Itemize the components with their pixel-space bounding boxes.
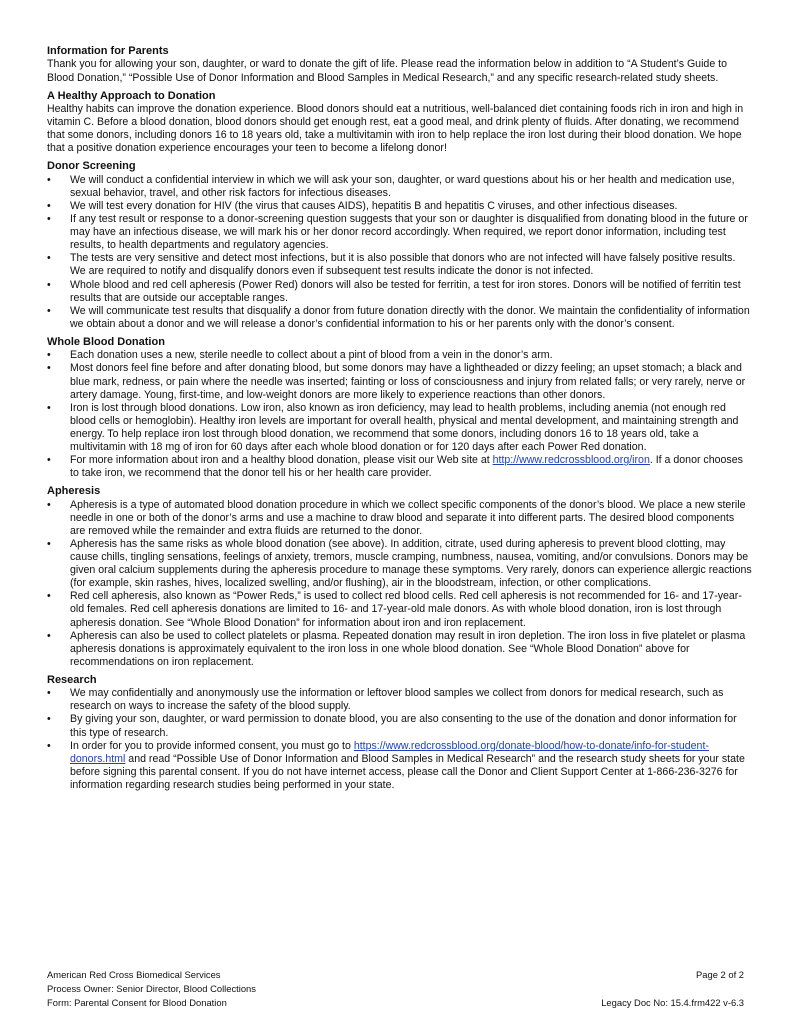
list-item: • Each donation uses a new, sterile needle to collect about a pint of blood from a vein in the donor’s arm. (47, 349, 553, 362)
list-item: • Iron is lost through blood donations. Low iron, also known as iron deficiency, may lead to health problems, including anemia (not enough red blood cells or hemoglobin). Healthy iron levels are important for overall health, physical and mental development, and maintaining strength and energy. To help replace iron lost through blood donation, we recommend that some donors, including donors 16 to 18 years old, take a multivitamin with 18 mg of iron for 60 days after each whole blood donation or for 120 days after each Power Red donation. (47, 401, 739, 453)
list-item: • Red cell apheresis, also known as “Power Reds,” is used to collect red blood cells. Red cell apheresis is not recommended for 16- and 17-year-old females. Red cell apheresis donations are limited to 16- and 17-year-old male donors. As with whole blood donation, iron is lost through apheresis donation. See “Whole Blood Donation” for information about iron and iron replacement. (47, 590, 742, 629)
list-item: • If any test result or response to a donor-screening question suggests that your son or daughter is disqualified from donating blood in the future or may have an infectious disease, we will mark his or her donor record accordingly. When required, we report donor information, including test results, to health departments and regulatory agencies. (47, 213, 748, 252)
list-item: • For more information about iron and a healthy blood donation, please visit our Web site at http://www.redcrossblood.org/iron. If a donor chooses to take iron, we recommend that the donor tell his or her health care provider. (47, 454, 743, 480)
bullet-icon: • (47, 304, 51, 317)
bullet-icon: • (47, 498, 51, 511)
section-heading: A Healthy Approach to Donation (47, 89, 216, 102)
paragraph: Healthy habits can improve the donation experience. Blood donors should eat a nutritious, well-balanced diet containing foods rich in iron and high in vitamin C. Before a blood donation, blood donors should get enough rest, eat a good meal, and drink plenty of fluids. After donating, we recommend that some donors, including donors 16 to 18 years old, take a multivitamin with iron to help replace the iron lost during their blood donation. We hope that a positive donation experience encourages your teen to become a lifelong donor! (47, 103, 744, 155)
bullet-icon: • (47, 173, 51, 186)
list-item: • Apheresis has the same risks as whole blood donation (see above). In addition, citrate, used during apheresis to prevent blood clotting, may cause chills, tingling sensations, feelings of anxiety, tremors, muscle cramping, numbness, nausea, vomiting, and/or convulsions. Donors may be given oral calcium supplements during the apheresis procedure to manage these symptoms. Very rarely, donors can experience allergic reactions (for example, skin rashes, hives, localized swelling, and/or flushing), air in the bloodstream, infection, or other complications. (47, 537, 752, 590)
bullet-icon: • (47, 739, 51, 752)
bullet-icon: • (47, 713, 51, 726)
paragraph: Thank you for allowing your son, daughter, or ward to donate the gift of life. Please read the information below in addition to “A Student’s Guide to Blood Donation,” “Possible Use of Donor Information and Blood Samples in Medical Research,” and any specific research-related study sheets. (47, 58, 727, 84)
section-information-for-parents (47, 45, 752, 85)
bullet-list (47, 499, 752, 669)
list-item: • We will conduct a confidential interview in which we will ask your son, daughter, or ward questions about his or her health and medication use, sexual behavior, travel, and other risk factors for infectious diseases. (47, 173, 735, 199)
list-item: • Apheresis is a type of automated blood donation procedure in which we collect specific components of the donor’s blood. We place a new sterile needle in one or both of the donor’s arms and use a machine to draw blood and separate it into different parts. The desired blood components are removed while the remainder and extra fluids are returned to the donor. (47, 498, 746, 537)
list-item: • Whole blood and red cell apheresis (Power Red) donors will also be tested for ferritin, a test for iron stores. Donors will be notified of ferritin test results that are outside our acceptable ranges. (47, 278, 741, 304)
bullet-icon: • (47, 454, 51, 467)
bullet-list (47, 174, 752, 331)
bullet-icon: • (47, 687, 51, 700)
list-item: • We will communicate test results that disqualify a donor from future donation directly with the donor. We maintain the confidentiality of information we obtain about a donor and we will release a donor’s confidential information to his or her parents only with the donor’s consent. (47, 304, 750, 330)
section-heading: Information for Parents (47, 45, 169, 57)
section-heading: Apheresis (47, 485, 101, 498)
footer-row (47, 968, 744, 982)
list-item: • Apheresis can also be used to collect platelets or plasma. Repeated donation may result in iron depletion. The iron loss in five platelet or plasma apheresis donations is approximately equivalent to the iron loss in one whole blood donation. See “Whole Blood Donation” above for recommendations on iron replacement. (47, 629, 746, 668)
list-item: • The tests are very sensitive and detect most infections, but it is also possible that donors who are not infected will have falsely positive results. We are required to notify and disqualify donors even if subsequent test results indicate the donor is not infected. (47, 252, 736, 278)
footer-organization: American Red Cross Biomedical Services (47, 969, 221, 980)
bullet-icon: • (47, 401, 51, 414)
section-heading: Research (47, 673, 97, 686)
page-footer (47, 968, 744, 1010)
section-research (47, 674, 752, 792)
iron-info-link[interactable]: http://www.redcrossblood.org/iron (492, 454, 650, 467)
bullet-icon: • (47, 590, 51, 603)
student-donors-info-link[interactable]: https://www.redcrossblood.org/donate-blood/how-to-donate/info-for-student-donors.html (70, 739, 709, 765)
footer-process-owner: Process Owner: Senior Director, Blood Collections (47, 983, 256, 994)
section-donor-screening (47, 160, 752, 331)
section-apheresis (47, 485, 752, 669)
section-healthy-approach (47, 90, 752, 156)
footer-doc-number: Legacy Doc No: 15.4.frm422 v-6.3 (601, 997, 744, 1008)
section-heading: Whole Blood Donation (47, 335, 165, 348)
bullet-icon: • (47, 362, 51, 375)
bullet-icon: • (47, 252, 51, 265)
footer-row (47, 982, 744, 996)
section-whole-blood-donation (47, 336, 752, 480)
bullet-icon: • (47, 349, 51, 362)
bullet-icon: • (47, 278, 51, 291)
list-item: • We may confidentially and anonymously use the information or leftover blood samples we collect from donors for medical research, such as research on ways to increase the safety of the blood supply. (47, 687, 724, 713)
bullet-icon: • (47, 537, 51, 550)
bullet-list (47, 687, 752, 792)
bullet-list (47, 349, 752, 480)
bullet-icon: • (47, 629, 51, 642)
footer-form-name: Form: Parental Consent for Blood Donation (47, 997, 227, 1008)
list-item: • We will test every donation for HIV (the virus that causes AIDS), hepatitis B and hepatitis C viruses, and other infectious diseases. (47, 199, 678, 212)
document-body (47, 45, 752, 797)
bullet-icon: • (47, 199, 51, 212)
list-item: • By giving your son, daughter, or ward permission to donate blood, you are also consenting to the use of the donation and donor information for this type of research. (47, 713, 737, 739)
section-heading: Donor Screening (47, 160, 136, 173)
list-item: • In order for you to provide informed consent, you must go to https://www.redcrossblood.org/donate-blood/how-to-donate/info-for-student-donors.html and read “Possible Use of Donor Information and Blood Samples in Medical Research” and the research study sheets for your state before signing this parental consent. If you do not have internet access, please call the Donor and Client Support Center at 1-866-236-3276 for information regarding research studies being performed in your state. (47, 739, 745, 791)
list-item: • Most donors feel fine before and after donating blood, but some donors may have a lightheaded or dizzy feeling; an upset stomach; a black and blue mark, redness, or pain where the needle was inserted; fainting or loss of consciousness and injury from related falls; or very rarely, nerve or artery damage. Young, first-time, and low-weight donors are more likely to experience reactions than other donors. (47, 362, 746, 401)
footer-row (47, 996, 744, 1010)
bullet-icon: • (47, 213, 51, 226)
footer-page-number: Page 2 of 2 (696, 969, 744, 980)
